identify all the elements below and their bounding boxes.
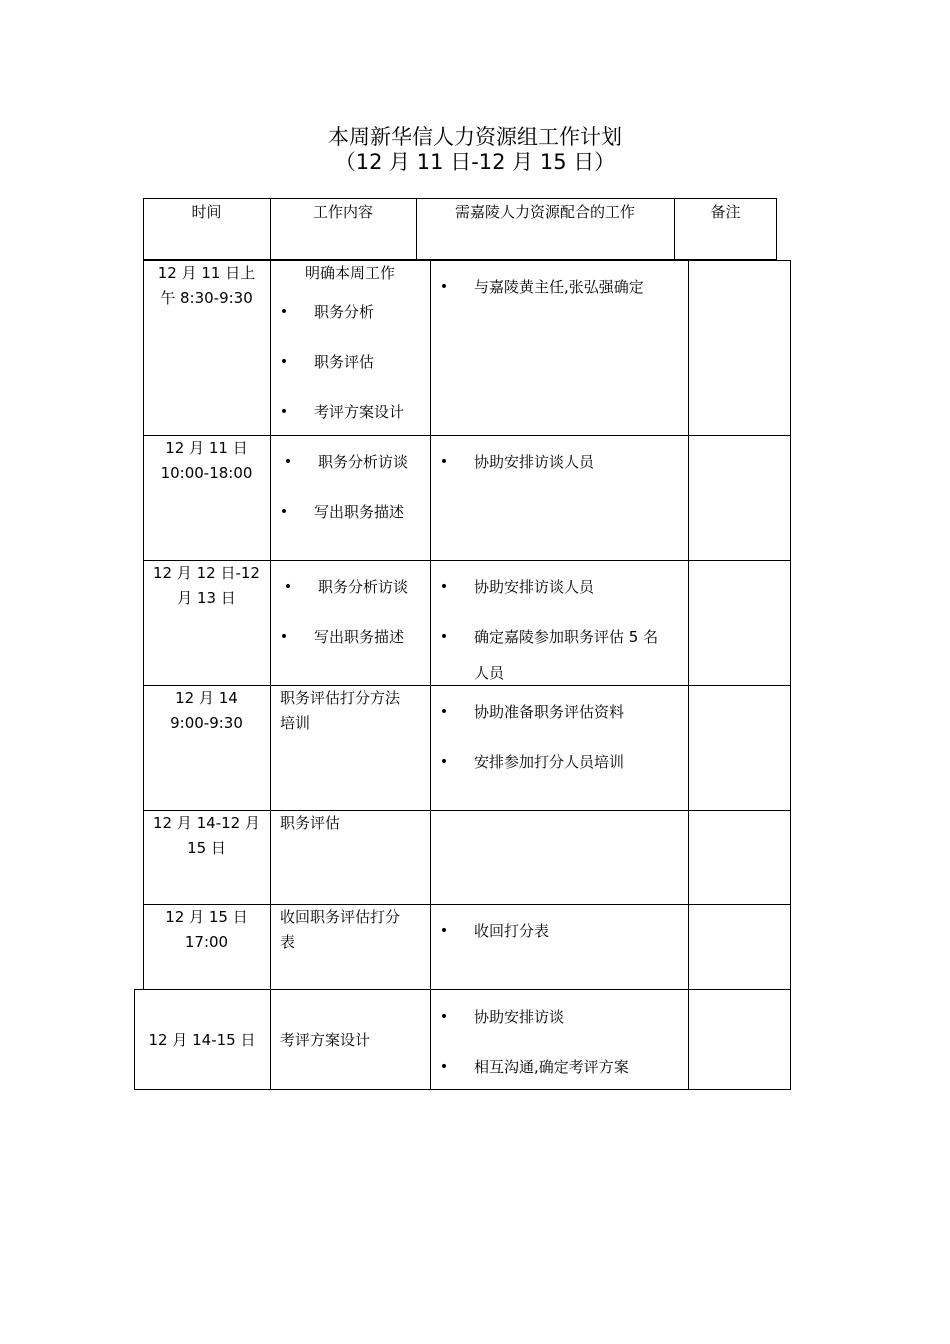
row5-time-line1: 12 月 14-12 月: [153, 814, 260, 832]
body-col-divider-1: [270, 260, 271, 1090]
row1-time-line1: 12 月 11 日上: [157, 264, 256, 282]
row3-time-line1: 12 月 12 日-12: [153, 564, 260, 582]
bullet-icon: •: [279, 404, 289, 420]
row2-time-line1: 12 月 11 日: [165, 439, 248, 457]
bullet-icon: •: [439, 1009, 449, 1025]
header-cooperation: 需嘉陵人力资源配合的工作: [454, 203, 635, 221]
row7-time-line1: 12 月 14-15 日: [148, 1031, 256, 1049]
row3-coop-continuation: 人员: [474, 664, 505, 682]
row2-time-line2: 10:00-18:00: [160, 464, 253, 482]
row6-time-line2: 17:00: [184, 933, 229, 951]
row1-content-heading: 明确本周工作: [304, 264, 395, 282]
row4-content-line2: 培训: [280, 714, 311, 732]
row7-content-line1: 考评方案设计: [280, 1031, 371, 1049]
row5-content-line1: 职务评估: [280, 814, 341, 832]
header-remarks: 备注: [710, 203, 741, 221]
row-border-bottom: [134, 1089, 791, 1090]
bullet-icon: •: [439, 279, 449, 295]
bullet-icon: •: [279, 304, 289, 320]
page-title: 本周新华信人力资源组工作计划: [328, 125, 622, 149]
row4-time-line2: 9:00-9:30: [170, 714, 243, 732]
bullet-icon: •: [439, 754, 449, 770]
body-col-divider-3: [688, 260, 689, 1090]
bullet-icon: •: [439, 454, 449, 470]
row4-time-line1: 12 月 14: [175, 689, 238, 707]
bullet-icon: •: [279, 629, 289, 645]
header-time: 时间: [191, 203, 222, 221]
row1-time-line2: 午 8:30-9:30: [160, 289, 253, 307]
bullet-icon: •: [283, 579, 293, 595]
body-right-border: [790, 260, 791, 1090]
row6-content-line2: 表: [280, 933, 296, 951]
row5-time-line2: 15 日: [187, 839, 226, 857]
bullet-icon: •: [439, 704, 449, 720]
bullet-icon: •: [279, 504, 289, 520]
body-left-border: [143, 260, 144, 990]
row3-time-line2: 月 13 日: [177, 589, 236, 607]
bullet-icon: •: [283, 454, 293, 470]
row4-content-line1: 职务评估打分方法: [280, 689, 401, 707]
row6-time-line1: 12 月 15 日: [165, 908, 248, 926]
body-col-divider-2: [430, 260, 431, 1090]
bullet-icon: •: [279, 354, 289, 370]
page-subtitle: （12 月 11 日-12 月 15 日）: [334, 150, 616, 174]
bullet-icon: •: [439, 579, 449, 595]
row6-content-line1: 收回职务评估打分: [280, 908, 401, 926]
bullet-icon: •: [439, 923, 449, 939]
row-border-6: [134, 989, 791, 990]
bullet-icon: •: [439, 629, 449, 645]
header-content: 工作内容: [312, 203, 373, 221]
bullet-icon: •: [439, 1059, 449, 1075]
